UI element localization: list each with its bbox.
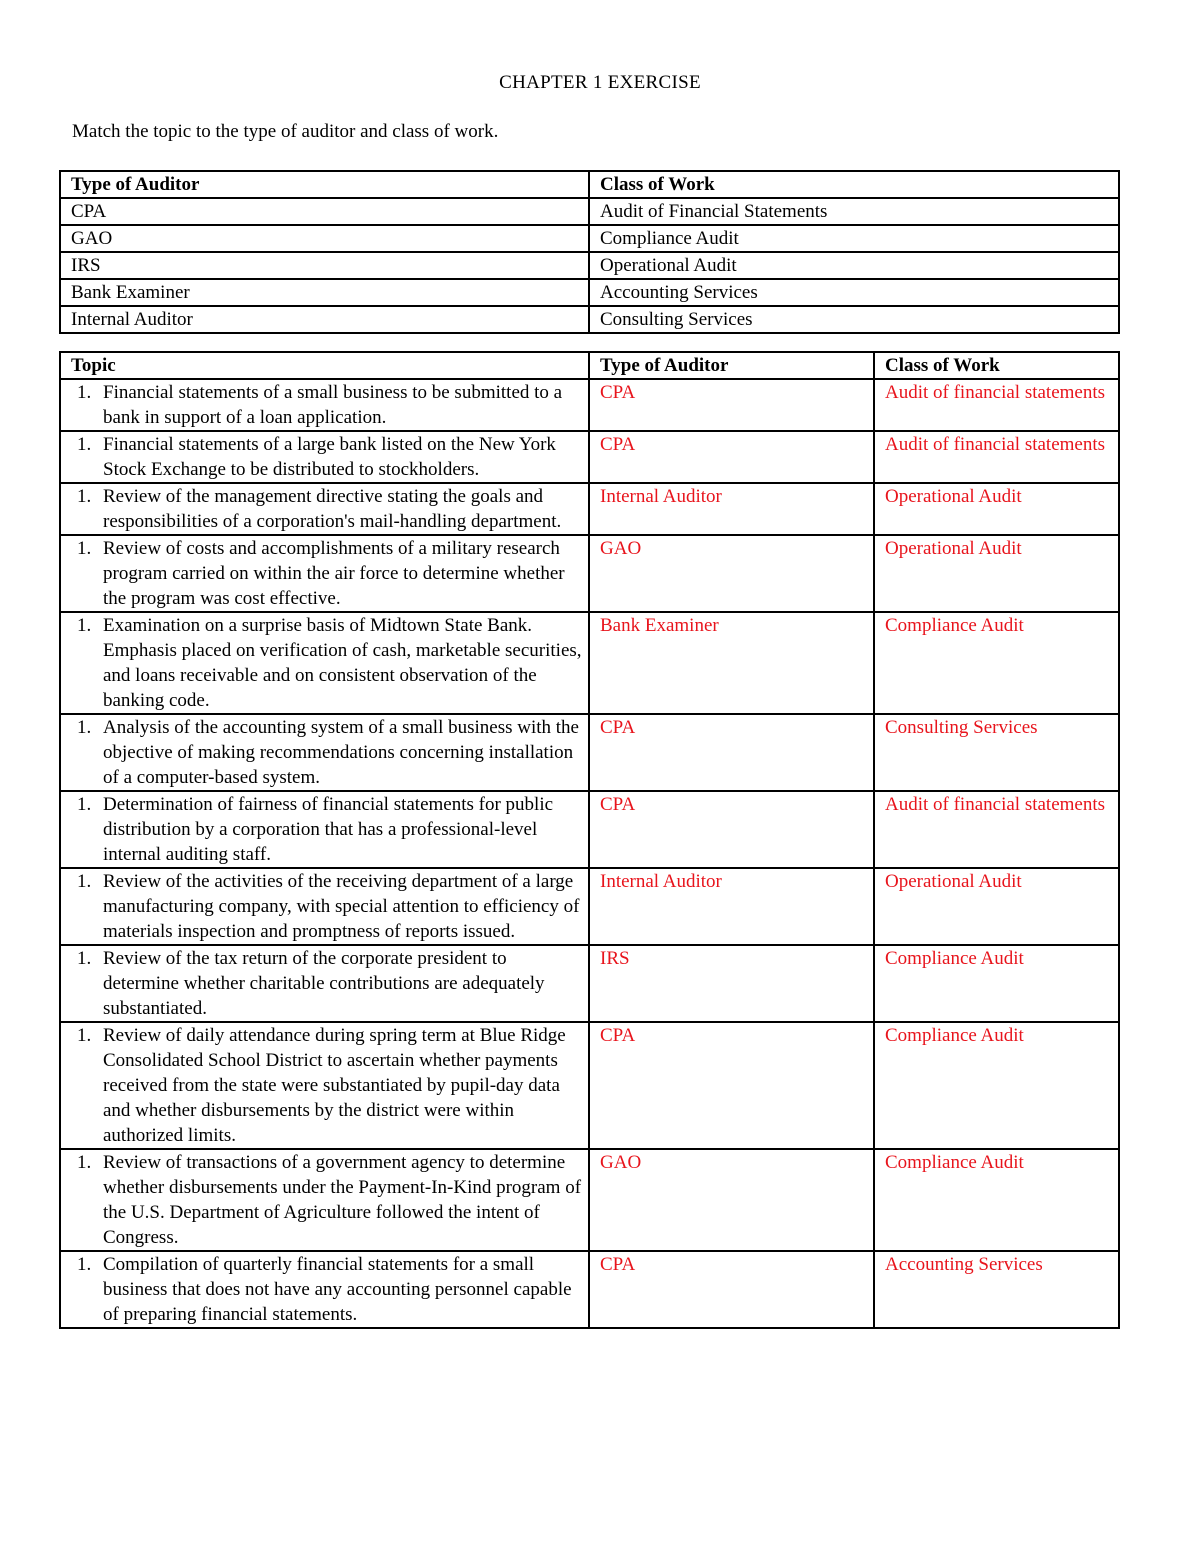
topic-table-row [60, 791, 1119, 868]
answer-auditor-cell: CPA [589, 1251, 874, 1328]
topic-text: Review of the tax return of the corporate president to determine whether charitable contributions are adequately substantiated. [103, 948, 545, 1019]
reference-table-row [60, 198, 1119, 225]
topic-number: 1. [77, 871, 92, 892]
topic-text: Review of the management directive stating the goals and responsibilities of a corporation's mail-handling department. [103, 486, 562, 532]
topic-cell [60, 535, 589, 612]
topic-cell [60, 868, 589, 945]
answer-auditor-cell: Internal Auditor [589, 483, 874, 535]
topic-header-topic: Topic [60, 352, 589, 379]
answer-auditor-cell: GAO [589, 1149, 874, 1251]
topic-number: 1. [77, 382, 92, 403]
topic-cell [60, 612, 589, 714]
reference-table-row [60, 279, 1119, 306]
topic-text: Analysis of the accounting system of a small business with the objective of making recommendations concerning installation of a computer-based system. [103, 717, 579, 788]
topic-table-body [60, 379, 1119, 1328]
topic-number: 1. [77, 717, 92, 738]
answer-auditor-cell: CPA [589, 379, 874, 431]
answer-auditor-cell: CPA [589, 1022, 874, 1149]
topic-table-row [60, 535, 1119, 612]
reference-header-class-of-work: Class of Work [589, 171, 1119, 198]
reference-work-cell: Audit of Financial Statements [589, 198, 1119, 225]
topic-number: 1. [77, 615, 92, 636]
answer-auditor-cell: CPA [589, 714, 874, 791]
topic-text: Financial statements of a large bank listed on the New York Stock Exchange to be distributed to stockholders. [103, 434, 556, 480]
reference-work-cell: Consulting Services [589, 306, 1119, 333]
topic-text: Compilation of quarterly financial statements for a small business that does not have any accounting personnel capable of preparing financial statements. [103, 1254, 572, 1325]
topic-table-row [60, 945, 1119, 1022]
answer-auditor-cell: Bank Examiner [589, 612, 874, 714]
answer-work-cell: Operational Audit [874, 483, 1119, 535]
topic-text: Review of the activities of the receiving department of a large manufacturing company, with special attention to efficiency of materials inspection and promptness of reports issued. [103, 871, 580, 942]
topic-cell [60, 483, 589, 535]
topic-table [59, 351, 1120, 1329]
answer-auditor-cell: CPA [589, 431, 874, 483]
topic-table-row [60, 1251, 1119, 1328]
topic-number: 1. [77, 794, 92, 815]
topic-table-row [60, 868, 1119, 945]
topic-number: 1. [77, 1025, 92, 1046]
reference-auditor-cell: CPA [60, 198, 589, 225]
topic-cell [60, 379, 589, 431]
topic-text: Examination on a surprise basis of Midtown State Bank. Emphasis placed on verification of cash, marketable securities, and loans receivable and on consistent observation of the banking code. [103, 615, 582, 711]
topic-cell [60, 791, 589, 868]
reference-table-row [60, 306, 1119, 333]
topic-table-row [60, 1022, 1119, 1149]
topic-number: 1. [77, 434, 92, 455]
answer-work-cell: Audit of financial statements [874, 791, 1119, 868]
answer-work-cell: Compliance Audit [874, 1022, 1119, 1149]
answer-work-cell: Audit of financial statements [874, 379, 1119, 431]
topic-number: 1. [77, 948, 92, 969]
topic-table-row [60, 612, 1119, 714]
reference-auditor-cell: IRS [60, 252, 589, 279]
reference-table-row [60, 225, 1119, 252]
topic-number: 1. [77, 486, 92, 507]
answer-auditor-cell: IRS [589, 945, 874, 1022]
answer-auditor-cell: GAO [589, 535, 874, 612]
topic-table-row [60, 483, 1119, 535]
topic-table-row [60, 714, 1119, 791]
reference-table-row [60, 252, 1119, 279]
answer-auditor-cell: Internal Auditor [589, 868, 874, 945]
topic-cell [60, 1022, 589, 1149]
reference-auditor-cell: Bank Examiner [60, 279, 589, 306]
reference-auditor-cell: GAO [60, 225, 589, 252]
reference-auditor-cell: Internal Auditor [60, 306, 589, 333]
answer-work-cell: Compliance Audit [874, 945, 1119, 1022]
topic-cell [60, 1251, 589, 1328]
answer-work-cell: Audit of financial statements [874, 431, 1119, 483]
topic-text: Financial statements of a small business to be submitted to a bank in support of a loan application. [103, 382, 563, 428]
topic-text: Review of daily attendance during spring term at Blue Ridge Consolidated School District to ascertain whether payments received from the state were substantiated by pupil-day data and whether disbursements by the district were within authorized limits. [103, 1025, 566, 1146]
topic-header-type-of-auditor: Type of Auditor [589, 352, 874, 379]
answer-work-cell: Compliance Audit [874, 612, 1119, 714]
page-title: CHAPTER 1 EXERCISE [499, 72, 701, 93]
answer-work-cell: Consulting Services [874, 714, 1119, 791]
answer-auditor-cell: CPA [589, 791, 874, 868]
reference-work-cell: Compliance Audit [589, 225, 1119, 252]
topic-text: Review of costs and accomplishments of a military research program carried on within the air force to determine whether the program was cost effective. [103, 538, 565, 609]
answer-work-cell: Accounting Services [874, 1251, 1119, 1328]
reference-table [59, 170, 1120, 334]
topic-text: Review of transactions of a government agency to determine whether disbursements under the Payment-In-Kind program of the U.S. Department of Agriculture followed the intent of Congress. [103, 1152, 582, 1248]
answer-work-cell: Operational Audit [874, 535, 1119, 612]
topic-cell [60, 945, 589, 1022]
answer-work-cell: Operational Audit [874, 868, 1119, 945]
reference-work-cell: Operational Audit [589, 252, 1119, 279]
reference-table-header-row [60, 171, 1119, 198]
topic-table-row [60, 431, 1119, 483]
instructions-text: Match the topic to the type of auditor and class of work. [72, 121, 499, 142]
answer-work-cell: Compliance Audit [874, 1149, 1119, 1251]
topic-number: 1. [77, 1152, 92, 1173]
topic-text: Determination of fairness of financial statements for public distribution by a corporation that has a professional-level internal auditing staff. [103, 794, 554, 865]
topic-table-header-row [60, 352, 1119, 379]
topic-header-class-of-work: Class of Work [874, 352, 1119, 379]
topic-cell [60, 431, 589, 483]
topic-table-row [60, 379, 1119, 431]
topic-number: 1. [77, 1254, 92, 1275]
reference-work-cell: Accounting Services [589, 279, 1119, 306]
topic-table-row [60, 1149, 1119, 1251]
topic-cell [60, 1149, 589, 1251]
reference-header-type-of-auditor: Type of Auditor [60, 171, 589, 198]
topic-number: 1. [77, 538, 92, 559]
topic-cell [60, 714, 589, 791]
